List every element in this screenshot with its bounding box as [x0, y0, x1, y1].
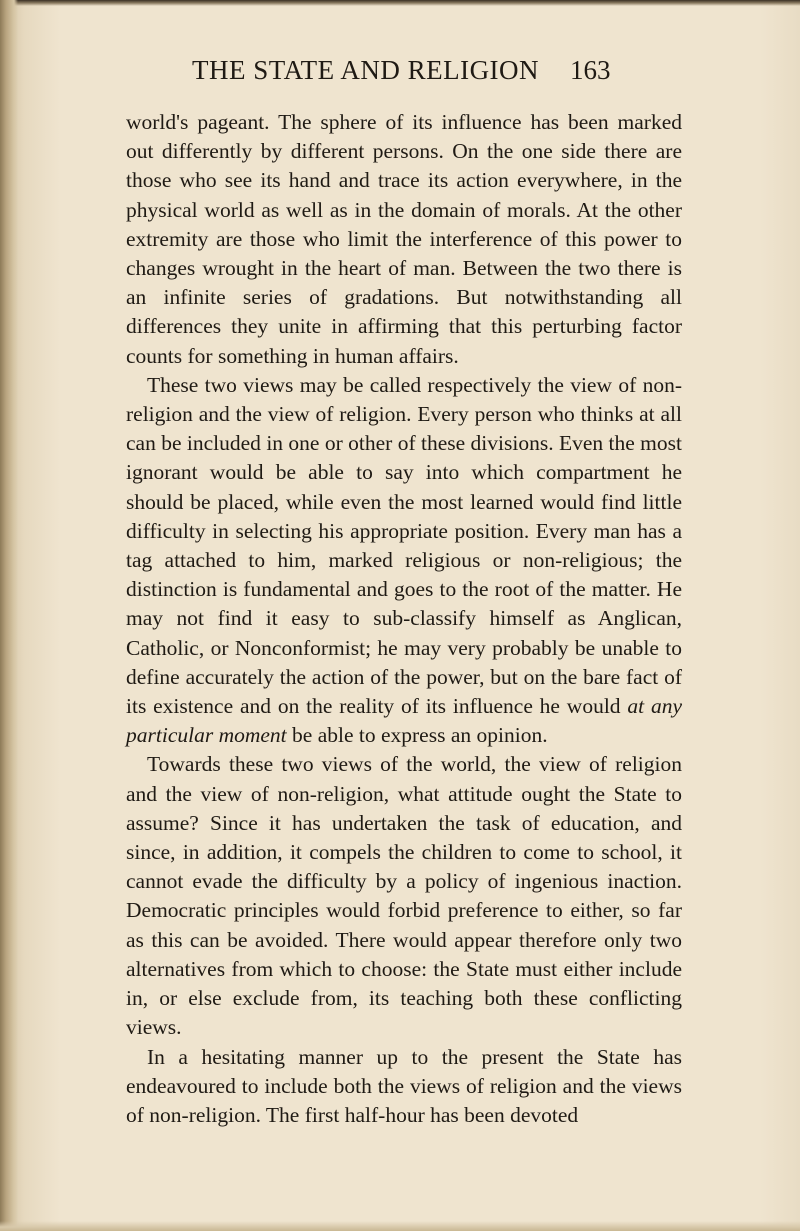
page-header — [0, 55, 800, 95]
page-number: 163 — [570, 55, 611, 85]
paragraph-3: Towards these two views of the world, the view of religion and the view of non-religion, what attitude ought the State to assume? Since it has undertaken the task of education, and since, in addition, it compels the children to come to school, it cannot evade the difficulty by a policy of ingenious inaction. Democratic principles would forbid preference to either, so far as this can be avoided. There would appear therefore only two alternatives from which to choose: the State must either include in, or else exclude from, its teaching both these conflicting views. — [126, 752, 682, 1040]
body-text — [126, 108, 682, 1130]
paragraph-1: world's pageant. The sphere of its influence has been marked out differently by different persons. On the one side there are those who see its hand and trace its action everywhere, in the physical world as well as in the domain of morals. At the other extremity are those who limit the interference of this power to changes wrought in the heart of man. Between the two there is an infinite series of gradations. But notwithstanding all differences they unite in affirming that this perturbing factor counts for something in human affairs. — [126, 110, 682, 368]
paragraph-2-italic: at any particular moment — [126, 694, 682, 748]
page-top-edge — [0, 0, 800, 6]
paragraph-4: In a hesitating manner up to the present the State has endeavoured to include both the views of religion and the views of non-religion. The first half-hour has been devoted — [126, 1044, 682, 1127]
running-title: THE STATE AND RELIGION — [192, 55, 540, 85]
book-spine-shadow — [0, 0, 18, 1231]
page-bottom-edge — [0, 1221, 800, 1231]
paragraph-2 — [126, 371, 682, 751]
paragraph-2-text-end: be able to express an opinion. — [286, 723, 548, 748]
paragraph-2-text: These two views may be called respectively the view of non-religion and the view of religion. Every person who thinks at all can be included in one or other of these divisions. Even the most ignorant would be able to say into which compartment he should be placed, while even the most learned would find little difficulty in selecting his appropriate position. Every man has a tag attached to him, marked religious or non-religious; the distinction is fundamental and goes to the root of the matter. He may not find it easy to sub-classify himself as Anglican, Catholic, or Nonconformist; he may very probably be unable to define accurately the action of the power, but on the bare fact of its existence and on the reality of its influence he would — [126, 372, 682, 719]
